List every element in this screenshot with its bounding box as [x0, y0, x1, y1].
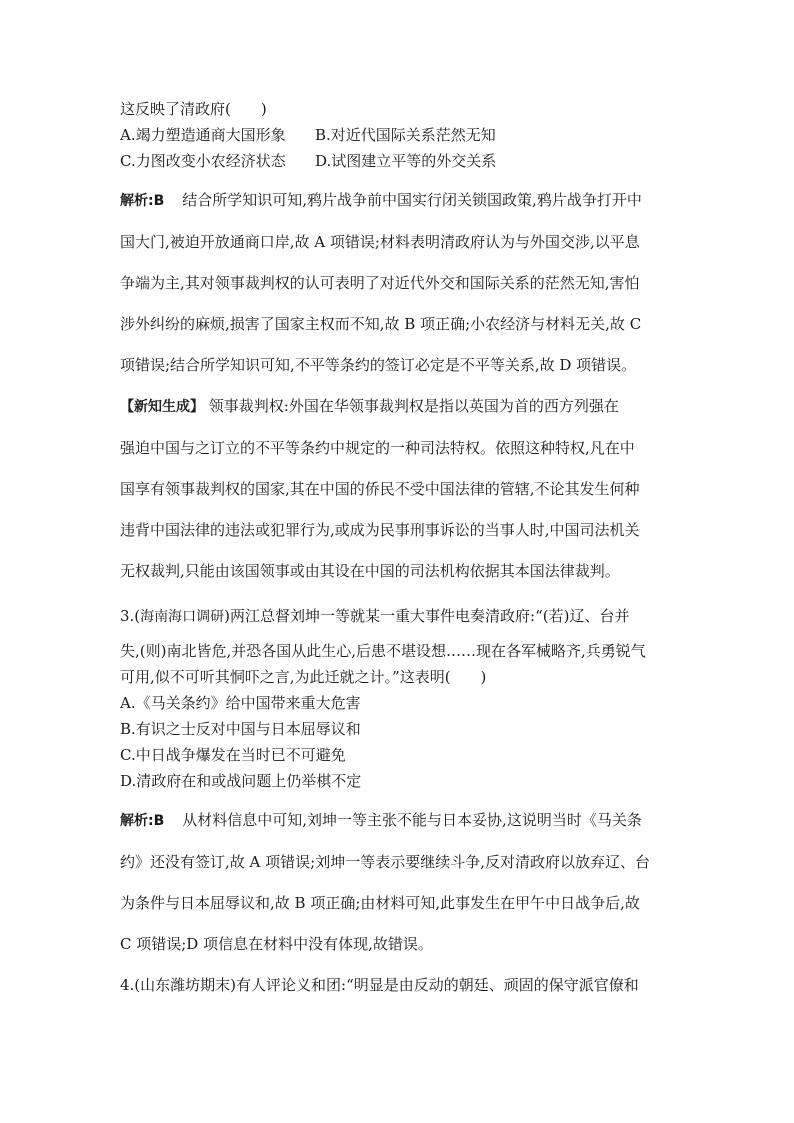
q2-analysis-line-2: 国大门,被迫开放通商口岸,故 A 项错误;材料表明清政府认为与外国交涉,以平息 [120, 233, 640, 251]
q2-options-row-1 [120, 122, 676, 148]
q2-options-row-2 [120, 148, 676, 174]
q2-new-knowledge-line-3: 国享有领事裁判权的国家,其在中国的侨民不受中国法律的管辖,不论其发生何种 [120, 480, 640, 498]
q2-option-a: A.竭力塑造通商大国形象 [120, 126, 286, 144]
q3-stem-line-1 [120, 596, 676, 638]
q2-option-d: D.试图建立平等的外交关系 [315, 152, 497, 170]
q2-analysis-line-1 [120, 180, 676, 222]
q2-stem-tail: 这反映了清政府( ) [120, 100, 267, 118]
q3-stem-line-3: 可用,似不可听其恫吓之言,为此迁就之计。”这表明( ) [120, 668, 487, 686]
q2-new-knowledge-line-2: 强迫中国与之订立的不平等条约中规定的一种司法特权。依照这种特权,凡在中 [120, 439, 635, 457]
q3-analysis-line-3: 为条件与日本屈辱议和,故 B 项正确;由材料可知,此事发生在甲午中日战争后,故 [120, 894, 640, 912]
q2-analysis-label: 解析:B [120, 193, 165, 209]
q3-option-a: A.《马关条约》给中国带来重大危害 [120, 694, 361, 712]
q3-option-d: D.清政府在和或战问题上仍举棋不定 [120, 772, 362, 790]
q3-option-c: C.中日战争爆发在当时已不可避免 [120, 746, 346, 764]
q2-new-knowledge-line-5: 无权裁判,只能由该国领事或由其设在中国的司法机构依据其本国法律裁判。 [120, 562, 620, 580]
new-knowledge-text: 领事裁判权:外国在华领事裁判权是指以英国为首的西方列强在 [208, 397, 619, 415]
q2-new-knowledge-line-4: 违背中国法律的违法或犯罪行为,或成为民事刑事诉讼的当事人时,中国司法机关 [120, 521, 640, 539]
q3-analysis-line-4: C 项错误;D 项信息在材料中没有体现,故错误。 [120, 935, 433, 953]
q3-analysis-line-1 [120, 800, 676, 842]
q3-option-b: B.有识之士反对中国与日本屈辱议和 [120, 720, 361, 738]
q3-analysis-label: 解析:B [120, 813, 165, 829]
q2-new-knowledge-line-1 [120, 386, 676, 428]
q2-analysis-line-3: 争端为主,其对领事裁判权的认可表明了对近代外交和国际关系的茫然无知,害怕 [120, 274, 640, 292]
q3-stem-line-2: 失,(则)南北皆危,并恐各国从此生心,后患不堪设想……现在各军械略齐,兵勇锐气 [120, 642, 646, 660]
new-knowledge-label: 【新知生成】 [120, 399, 204, 415]
q2-option-c: C.力图改变小农经济状态 [120, 152, 286, 170]
q3-analysis-text: 从材料信息中可知,刘坤一等主张不能与日本妥协,这说明当时《马关条 [182, 811, 642, 829]
q3-stem-text: )两江总督刘坤一等就某一重大事件电奏清政府:“(若)辽、台并 [224, 607, 630, 625]
q2-analysis-text: 结合所学知识可知,鸦片战争前中国实行闭关锁国政策,鸦片战争打开中 [182, 191, 642, 209]
q2-analysis-line-5: 项错误;结合所学知识可知,不平等条约的签订必定是不平等关系,故 D 项错误。 [120, 356, 637, 374]
q4-stem-line-1: 4.(山东潍坊期末)有人评论义和团:“明显是由反动的朝廷、顽固的保守派官僚和 [120, 976, 639, 994]
q3-number: 3.( [120, 607, 141, 625]
q2-option-b: B.对近代国际关系茫然无知 [315, 126, 496, 144]
q2-analysis-line-4: 涉外纠纷的麻烦,损害了国家主权而不知,故 B 项正确;小农经济与材料无关,故 C [120, 315, 642, 333]
q3-source: 海南海口调研 [140, 609, 225, 625]
q3-analysis-line-2: 约》还没有签订,故 A 项错误;刘坤一等表示要继续斗争,反对清政府以放弃辽、台 [120, 853, 650, 871]
content-area [120, 96, 676, 1006]
